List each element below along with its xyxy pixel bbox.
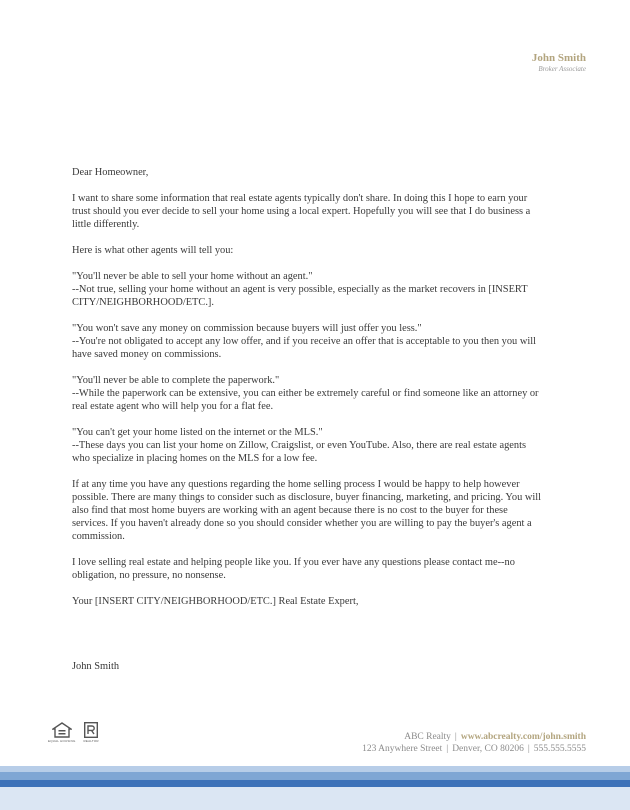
- sender-name: John Smith: [531, 52, 586, 64]
- footer-band-mid: [0, 772, 630, 780]
- equal-housing-caption: EQUAL HOUSING: [48, 739, 76, 743]
- signature-space: [72, 621, 544, 660]
- realtor-caption: REALTOR: [83, 739, 99, 743]
- equal-housing-icon: [52, 722, 72, 738]
- letterhead: [532, 52, 586, 74]
- logo-group: [48, 722, 99, 743]
- footer-band-bottom: [0, 787, 630, 810]
- footer-band-dark: [0, 780, 630, 787]
- salutation: Dear Homeowner,: [72, 167, 149, 178]
- closing: Your [INSERT CITY/NEIGHBORHOOD/ETC.] Real Estate Expert,: [72, 596, 359, 607]
- paragraph: "You can't get your home listed on the internet or the MLS." --These days you can list your home on Zillow, Craigslist, or even YouTube. Also, there are real estate agents who specialize in placing homes on the MLS for a low fee.: [72, 427, 527, 464]
- sender-title: Broker Associate: [538, 65, 586, 73]
- city-state-zip: Denver, CO 80206: [452, 744, 524, 754]
- paragraph: I love selling real estate and helping people like you. If you ever have any questions please contact me--no obligation, no pressure, no nonsense.: [72, 557, 515, 581]
- footer-contact: [362, 731, 586, 755]
- footer-line-2: 123 Anywhere Street | Denver, CO 80206 | 555.555.5555: [362, 744, 586, 754]
- paragraph: "You won't save any money on commission because buyers will just offer you less." --You're not obligated to accept any low offer, and if you receive an offer that is acceptable to you then you will have saved money on commissions.: [72, 323, 536, 360]
- paragraph: "You'll never be able to sell your home without an agent." --Not true, selling your home without an agent is very possible, especially as the market recovers in [INSERT CITY/NEIGHBORHOOD/ETC.].: [72, 271, 528, 308]
- paragraph: I want to share some information that real estate agents typically don't share. In doing this I hope to earn your trust should you ever decide to sell your home using a local expert. Hopefully you will see that I do business a little differently.: [72, 193, 531, 230]
- company-name: ABC Realty: [404, 732, 451, 742]
- realtor-icon: [84, 722, 98, 738]
- website-link[interactable]: www.abcrealty.com/john.smith: [460, 732, 586, 742]
- footer-line-1: ABC Realty | www.abcrealty.com/john.smith: [404, 732, 586, 742]
- paragraph: "You'll never be able to complete the paperwork." --While the paperwork can be extensive, you can either be extremely careful or find someone like an attorney or real estate agent who will help you for a flat fee.: [72, 375, 539, 412]
- paragraph: Here is what other agents will tell you:: [72, 245, 234, 256]
- street-address: 123 Anywhere Street: [362, 744, 443, 754]
- realtor-logo: [84, 722, 99, 743]
- phone-number: 555.555.5555: [533, 744, 586, 754]
- equal-housing-logo: [48, 722, 76, 743]
- letter-body: [72, 166, 544, 686]
- paragraph: If at any time you have any questions regarding the home selling process I would be happy to help however possible. There are many things to consider such as disclosure, buyer financing, marketing, and pricing. You will also find that most home buyers are working with an agent because there is no cost to the buyer for these services. If you haven't already done so you should consider whether you are willing to pay the buyer's agent a commission.: [72, 479, 542, 542]
- signature: John Smith: [72, 661, 120, 672]
